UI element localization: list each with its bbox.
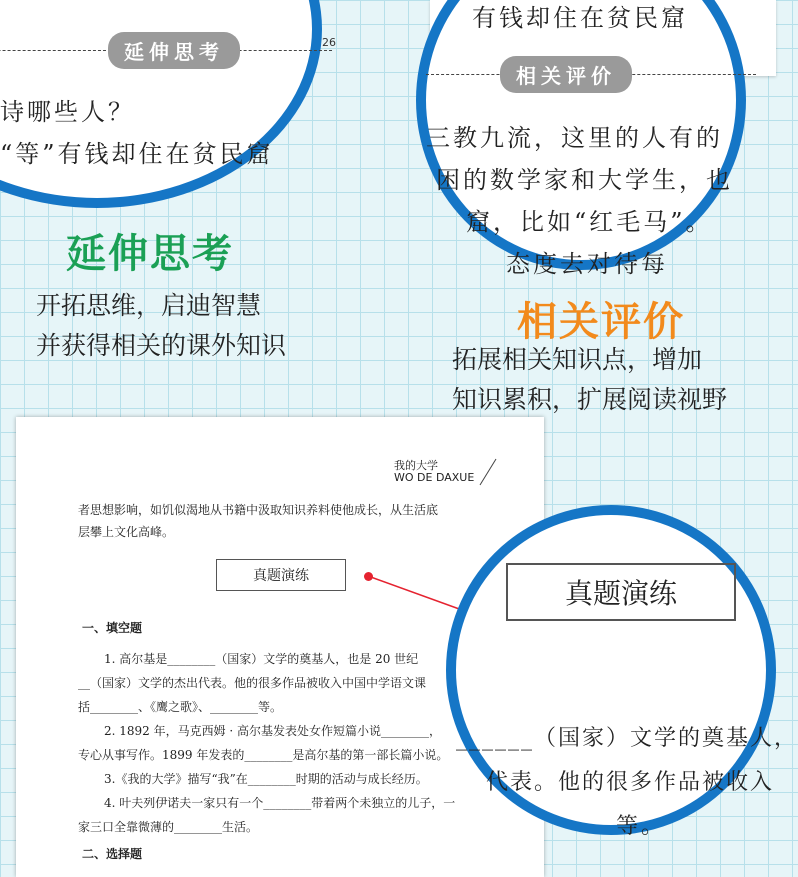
extend-thinking-pill: 延伸思考 <box>108 32 240 69</box>
callout-connector <box>366 574 466 614</box>
extend-thinking-desc: 开拓思维，启迪智慧 <box>36 291 262 320</box>
zoom-text-line: 有钱却住在贫民窟 <box>472 4 688 32</box>
practice-section-box <box>216 559 346 591</box>
part1-title: 一、填空题 <box>82 621 143 635</box>
magnifier-related-review <box>416 0 746 278</box>
intro-line: 者思想影响，如饥似渴地从书籍中汲取知识养料使他成长，从生活底 <box>78 503 439 517</box>
zoom-text-line: 三教九流，这里的人有的 <box>426 124 723 152</box>
zoom-text-line: 困的数学家和大学生，也 <box>436 166 733 194</box>
page-number: 26 <box>322 36 336 49</box>
related-review-desc: 拓展相关知识点，增加 <box>452 345 703 374</box>
question-line: 专心从事写作。1899 年发表的________是高尔基的第一部长篇小说。 <box>78 748 449 762</box>
part2-title: 二、选择题 <box>82 847 143 861</box>
zoom-text-line: ______（国家）文学的奠基人， <box>456 726 798 751</box>
magnifier-practice <box>446 505 798 839</box>
related-review-desc: 知识累积，扩展阅读视野 <box>452 385 728 414</box>
question-line: 1. 高尔基是________（国家）文学的奠基人，也是 20 世纪 <box>104 652 419 666</box>
extend-thinking-title: 延伸思考 <box>66 231 234 277</box>
question-line: 3.《我的大学》描写“我”在________时期的活动与成长经历。 <box>104 772 428 786</box>
question-line: 4. 叶夫列伊诺夫一家只有一个________带着两个未独立的儿子，一 <box>104 796 456 810</box>
zoom-text-line: 代表。他的很多作品被收入 <box>486 770 775 795</box>
zoom-practice-label: 真题演练 <box>564 577 677 610</box>
zoom-text-line: 等。 <box>616 814 667 839</box>
practice-section-label: 真题演练 <box>253 568 309 584</box>
intro-line: 层攀上文化高峰。 <box>78 525 175 539</box>
question-line: 括________、《鹰之歌》、________等。 <box>78 700 283 714</box>
question-line: 家三口全靠微薄的________生活。 <box>78 820 259 834</box>
related-review-pill: 相关评价 <box>500 56 632 93</box>
zoom-text-line: “等”有钱却住在贫民窟 <box>0 140 274 168</box>
callout-dot <box>364 572 373 581</box>
question-line: 2. 1892 年，马克西姆 · 高尔基发表处女作短篇小说________， <box>104 724 442 738</box>
question-line: __（国家）文学的杰出代表。他的很多作品被收入中国中学语文课 <box>78 676 427 690</box>
magnifier-extend-thinking <box>0 0 336 208</box>
header-slash <box>478 457 498 487</box>
extend-thinking-desc: 并获得相关的课外知识 <box>36 331 287 360</box>
zoom-text-line: 态度去对待每 <box>506 250 668 278</box>
page-header-en: WO DE DAXUE <box>394 471 475 484</box>
related-review-title: 相关评价 <box>517 299 685 345</box>
zoom-practice-box <box>506 563 736 621</box>
zoom-text-line: 窟，比如“红毛马”。 <box>466 208 713 236</box>
page-header-cn: 我的大学 <box>394 459 438 472</box>
zoom-text-line: 诗哪些人？ <box>0 98 135 126</box>
